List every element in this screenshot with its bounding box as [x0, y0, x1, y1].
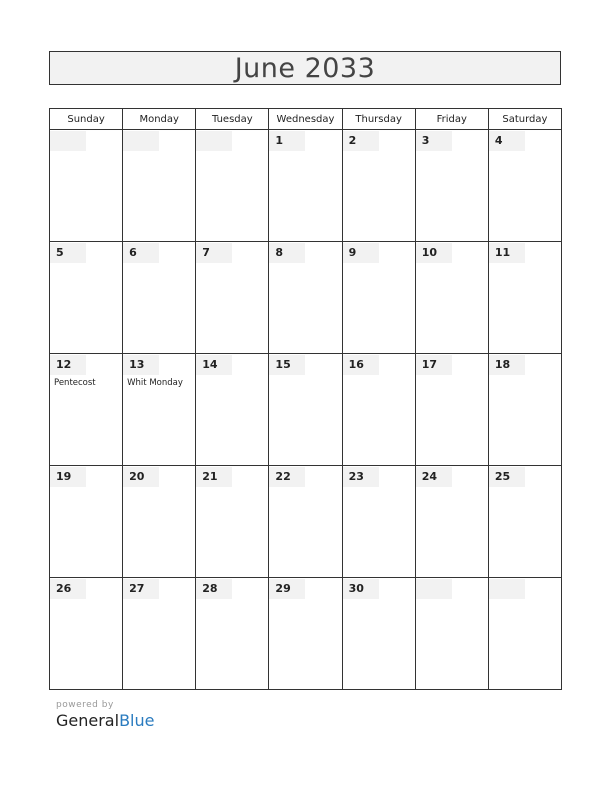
- day-number: 16: [343, 355, 379, 375]
- day-cell: [342, 242, 415, 354]
- day-number: 18: [489, 355, 525, 375]
- weekday-wednesday: Wednesday: [269, 109, 342, 130]
- brand-blue: Blue: [119, 711, 155, 730]
- day-cell: [50, 130, 123, 242]
- day-cell: [50, 354, 123, 466]
- calendar-body: [50, 130, 562, 690]
- weekday-saturday: Saturday: [488, 109, 561, 130]
- day-number: [123, 131, 159, 151]
- day-cell: [196, 578, 269, 690]
- day-number: 4: [489, 131, 525, 151]
- day-cell: [269, 242, 342, 354]
- weekday-tuesday: Tuesday: [196, 109, 269, 130]
- day-number: 12: [50, 355, 86, 375]
- brand-general: General: [56, 711, 120, 730]
- day-cell: [196, 354, 269, 466]
- day-cell: [123, 242, 196, 354]
- day-cell: [415, 578, 488, 690]
- day-cell: [488, 466, 561, 578]
- week-row: [50, 578, 562, 690]
- day-number: 28: [196, 579, 232, 599]
- week-row: [50, 242, 562, 354]
- day-number: 9: [343, 243, 379, 263]
- day-number: 30: [343, 579, 379, 599]
- day-cell: [342, 466, 415, 578]
- day-cell: [123, 354, 196, 466]
- day-number: [489, 579, 525, 599]
- holiday-label: Pentecost: [54, 378, 96, 388]
- week-row: [50, 354, 562, 466]
- day-number: 15: [269, 355, 305, 375]
- day-number: 19: [50, 467, 86, 487]
- week-row: [50, 466, 562, 578]
- day-number: 29: [269, 579, 305, 599]
- weekday-friday: Friday: [415, 109, 488, 130]
- calendar-grid: [49, 108, 562, 690]
- day-cell: [196, 242, 269, 354]
- day-number: 3: [416, 131, 452, 151]
- weekday-header-row: [50, 109, 562, 130]
- day-cell: [196, 130, 269, 242]
- holiday-label: Whit Monday: [127, 378, 183, 388]
- day-cell: [123, 130, 196, 242]
- day-cell: [415, 354, 488, 466]
- day-number: 2: [343, 131, 379, 151]
- weekday-thursday: Thursday: [342, 109, 415, 130]
- day-cell: [415, 130, 488, 242]
- day-cell: [342, 578, 415, 690]
- day-cell: [342, 130, 415, 242]
- day-number: 23: [343, 467, 379, 487]
- day-cell: [269, 578, 342, 690]
- day-cell: [123, 466, 196, 578]
- day-cell: [342, 354, 415, 466]
- day-number: 7: [196, 243, 232, 263]
- calendar-title: June 2033: [234, 52, 376, 84]
- day-cell: [488, 242, 561, 354]
- day-number: [416, 579, 452, 599]
- day-cell: [123, 578, 196, 690]
- day-number: 1: [269, 131, 305, 151]
- day-number: 27: [123, 579, 159, 599]
- weekday-monday: Monday: [123, 109, 196, 130]
- day-number: [196, 131, 232, 151]
- powered-by-text: powered by: [56, 700, 114, 710]
- day-cell: [488, 578, 561, 690]
- day-cell: [196, 466, 269, 578]
- day-number: 10: [416, 243, 452, 263]
- day-number: 21: [196, 467, 232, 487]
- day-number: 13: [123, 355, 159, 375]
- calendar-title-box: [49, 51, 561, 85]
- day-cell: [50, 242, 123, 354]
- day-cell: [50, 466, 123, 578]
- day-number: 26: [50, 579, 86, 599]
- day-cell: [488, 130, 561, 242]
- day-cell: [269, 354, 342, 466]
- day-number: 24: [416, 467, 452, 487]
- day-number: 22: [269, 467, 305, 487]
- day-number: 17: [416, 355, 452, 375]
- day-number: 5: [50, 243, 86, 263]
- day-number: 8: [269, 243, 305, 263]
- day-cell: [269, 466, 342, 578]
- footer: [56, 700, 154, 730]
- day-number: [50, 131, 86, 151]
- day-number: 25: [489, 467, 525, 487]
- brand-logo: [56, 711, 154, 730]
- day-number: 6: [123, 243, 159, 263]
- day-cell: [415, 242, 488, 354]
- day-cell: [415, 466, 488, 578]
- week-row: [50, 130, 562, 242]
- day-cell: [50, 578, 123, 690]
- day-cell: [488, 354, 561, 466]
- weekday-sunday: Sunday: [50, 109, 123, 130]
- day-number: 20: [123, 467, 159, 487]
- day-number: 11: [489, 243, 525, 263]
- day-cell: [269, 130, 342, 242]
- day-number: 14: [196, 355, 232, 375]
